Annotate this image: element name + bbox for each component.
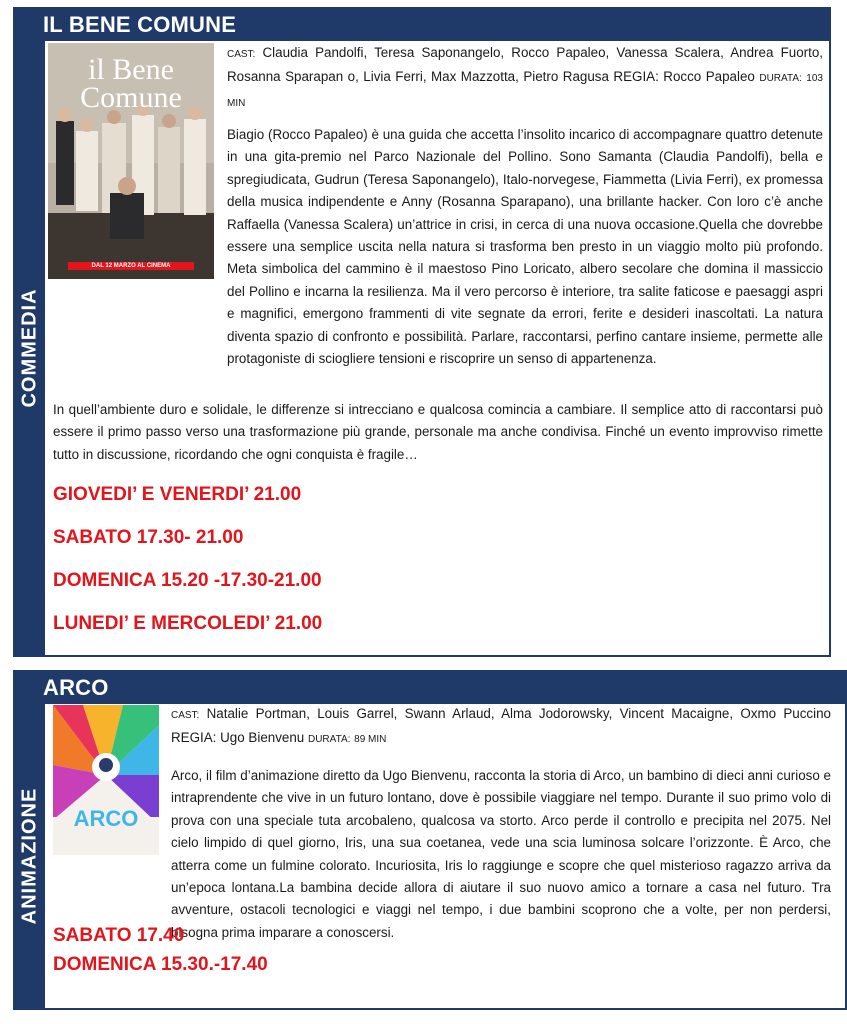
- showtime-2: DOMENICA 15.30.-17.40: [53, 954, 268, 975]
- film-title: ARCO: [15, 672, 845, 704]
- duration-label: DURATA:: [759, 73, 802, 85]
- film-poster: [48, 43, 214, 279]
- synopsis: Biagio (Rocco Papaleo) è una guida che accetta l’insolito incarico di accompagnare quattro detenute in una gita-premio nel Parco Nazionale del Pollino. Sono Samanta (Claudia Pandolfi), bella e spregiudicata, Gudrun (Teresa Saponangelo), Italo-norvegese, Fiammetta (Livia Ferri), ex promessa della musica indipendente e Anny (Rosanna Sparapano), una brillante hacker. Con loro c’è anche Raffaella (Vanessa Scalera) un’attrice in crisi, in cerca di una nuova occasione.Quella che dovrebbe essere una semplice uscita nella natura si trasforma ben presto in un viaggio molto più profondo. Meta simbolica del cammino è il maestoso Pino Loricato, albero secolare che domina il massiccio del Pollino e incarna la resilienza. Ma il vero percorso è interiore, tra salite faticose e paesaggi aspri e magnifici, emergono frammenti di vite segnate da errori, ferite e desideri inascoltati. La natura diventa spazio di confronto e possibilità. Parlare, raccontarsi, perfino cantare insieme, permette alle protagoniste di sciogliere tensioni e riscoprire un senso di appartenenza.: [227, 127, 823, 367]
- poster-art: [53, 705, 159, 855]
- showtime-2: SABATO 17.30- 21.00: [53, 527, 244, 548]
- film-info: [227, 42, 823, 115]
- genre-sidebar: [15, 704, 45, 1008]
- cast-list: Claudia Pandolfi, Teresa Saponangelo, Rocco Papaleo, Vanessa Scalera, Andrea Fuorto, Rosanna Sparapan o, Livia Ferri, Max Mazzotta, Pietro Ragusa: [227, 45, 823, 85]
- poster-release-text: DAL 12 MARZO AL CINEMA: [91, 263, 171, 269]
- showtime-4: LUNEDI’ E MERCOLEDI’ 21.00: [53, 613, 323, 634]
- film-info: [171, 703, 831, 752]
- duration-value: 89 MIN: [354, 734, 387, 746]
- film-card-il-bene-comune: [13, 7, 831, 657]
- showtime-3: DOMENICA 15.20 -17.30-21.00: [53, 570, 322, 591]
- cast-list: Natalie Portman, Louis Garrel, Swann Arlaud, Alma Jodorowsky, Vincent Macaigne, Oxmo Puccino: [206, 706, 831, 721]
- genre-label: COMMEDIA: [18, 288, 41, 408]
- cast-label: CAST:: [227, 49, 256, 60]
- synopsis-continued: In quell’ambiente duro e solidale, le differenze si intrecciano e qualcosa comincia a cambiare. Il semplice atto di raccontarsi può essere il primo passo verso una trasformazione più grande, personale ma anche condivisa. Finché un evento improvviso rimette tutto in discussione, ricordando che ogni conquista è fragile…: [53, 402, 823, 462]
- synopsis: Arco, il film d’animazione diretto da Ugo Bienvenu, racconta la storia di Arco, un bambino di dieci anni curioso e intraprendente che vive in un futuro lontano, dove è possibile viaggiare nel tempo. Durante il suo primo volo di prova con una speciale tuta arcobaleno, qualcosa va storto. Arco perde il controllo e precipita nel 2075. Nel cielo limpido di quel giorno, Iris, una sua coetanea, vede una scia luminosa solcare l’orizzonte. È Arco, che atterra come un fulmine colorato. Incuriosita, Iris lo raggiunge e scopre che quel misterioso ragazzo arriva da un’epoca lontana.La bambina decide allora di aiutare il suo nuovo amico a tornare a casa nel futuro. Tra avventure, ostacoli tecnologici e viaggi nel tempo, i due bambini scoprono che a volte, per non perdersi, bisogna prima imparare a conoscersi.: [171, 768, 831, 940]
- genre-label: ANIMAZIONE: [18, 787, 41, 925]
- film-card-arco: [13, 670, 847, 1010]
- poster-title-line1: il Bene: [88, 53, 174, 86]
- film-title: IL BENE COMUNE: [15, 9, 829, 41]
- duration-label: DURATA:: [307, 734, 351, 746]
- director-label: REGIA:: [613, 69, 659, 85]
- cast-label: CAST:: [171, 710, 200, 721]
- director-name: Ugo Bienvenu: [220, 730, 305, 746]
- poster-title-line2: Comune: [80, 81, 182, 114]
- director-label: REGIA:: [171, 730, 217, 746]
- director-name: Rocco Papaleo: [663, 69, 755, 85]
- film-poster: [53, 705, 159, 855]
- showtimes: [53, 925, 268, 983]
- poster-title: ARCO: [73, 806, 139, 831]
- genre-sidebar: [15, 41, 45, 655]
- duration-value: 103 MIN: [227, 73, 823, 109]
- showtime-1: SABATO 17.40: [53, 925, 185, 946]
- showtime-1: GIOVEDI’ E VENERDI’ 21.00: [53, 484, 302, 505]
- showtimes: [53, 484, 322, 656]
